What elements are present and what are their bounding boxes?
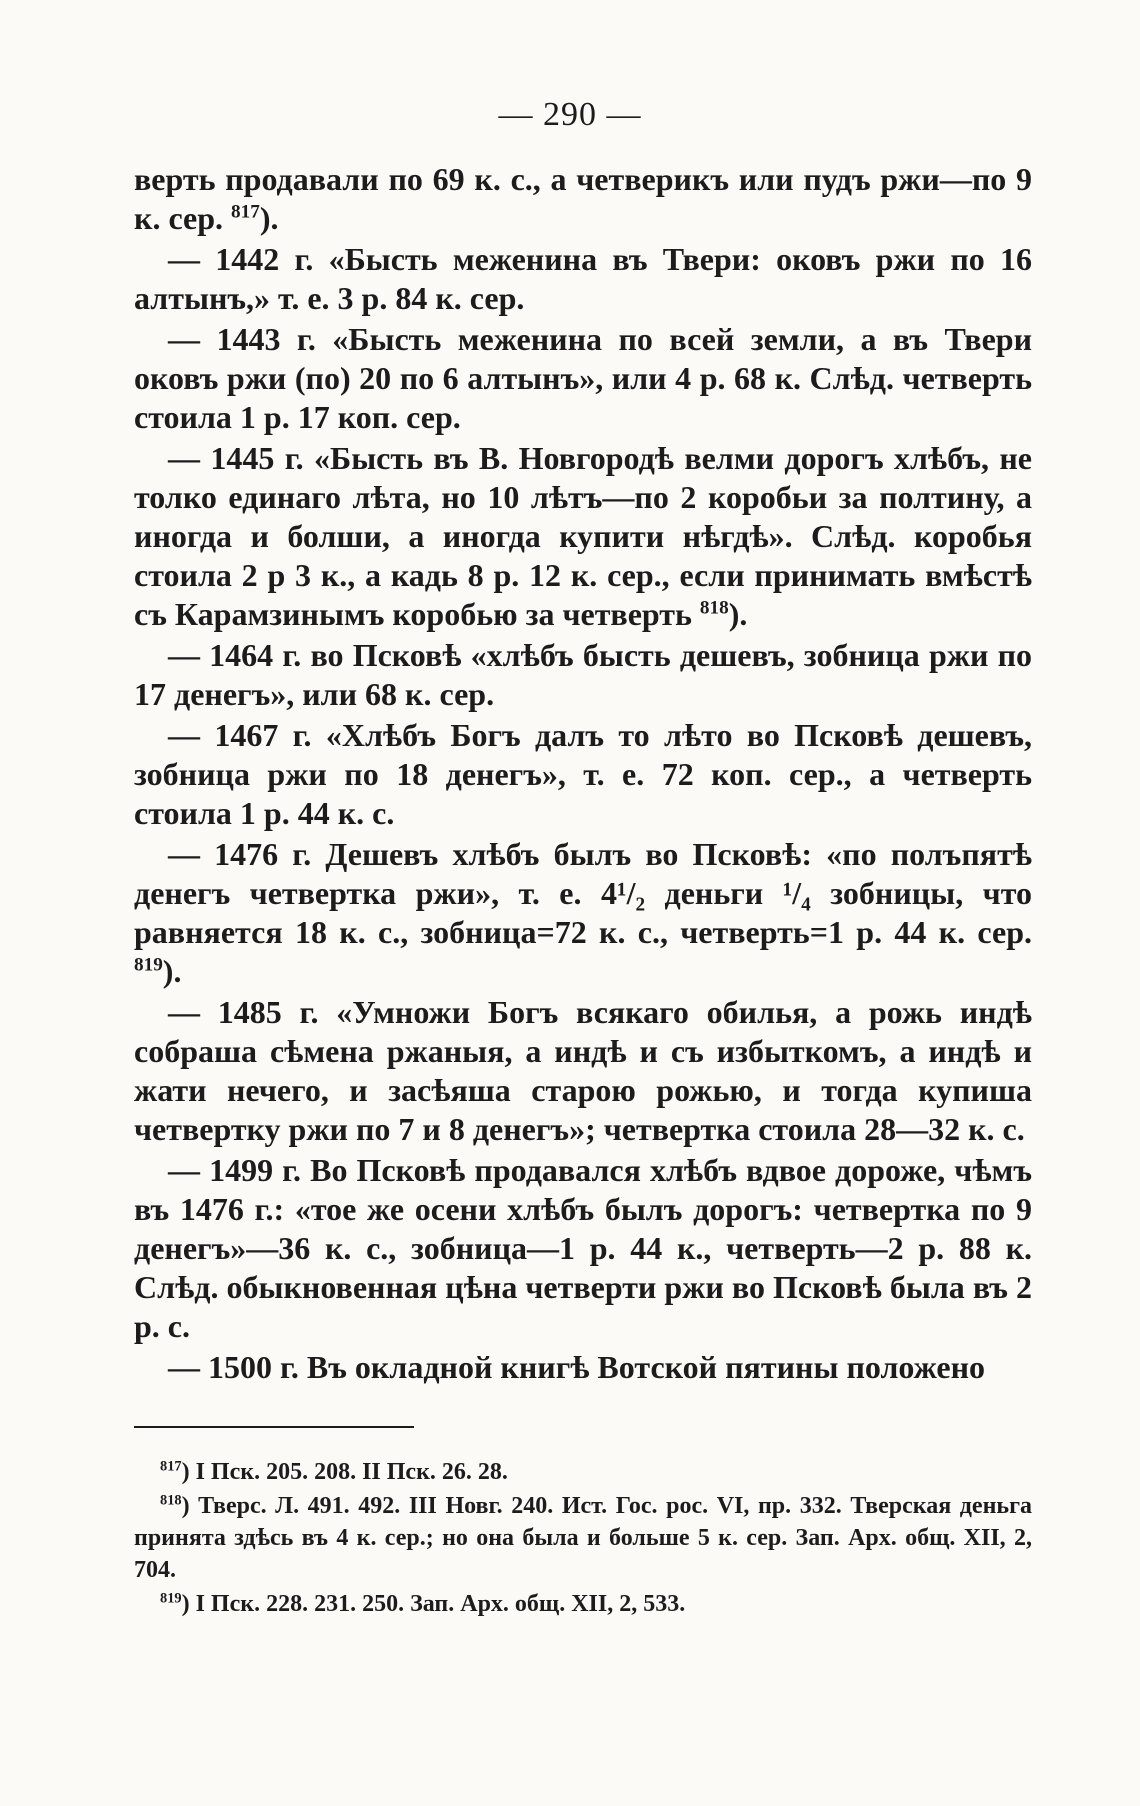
footnotes	[134, 1456, 1032, 1622]
paragraph	[134, 835, 1032, 991]
paragraph-text: — 1467 г. «Хлѣбъ Богъ далъ то лѣто во Псковѣ дешевъ, зобница ржи по 18 денегъ», т. е. 72 коп. сер., а четверть стоила 1 р. 44 к. с.	[134, 717, 1032, 831]
paragraph-text: — 1464 г. во Псковѣ «хлѣбъ бысть дешевъ, зобница ржи по 17 денегъ», или 68 к. сер.	[134, 637, 1032, 712]
paragraph	[134, 160, 1032, 238]
footnote	[134, 1588, 1032, 1620]
footnote-mark: 817	[160, 1458, 182, 1475]
paragraph	[134, 1151, 1032, 1346]
footnote-text: ) I Пск. 205. 208. II Пск. 26. 28.	[181, 1459, 508, 1485]
paragraph-text: — 1499 г. Во Псковѣ продавался хлѣбъ вдвое дороже, чѣмъ въ 1476 г.: «тое же осени хлѣбъ былъ дорогъ: четвертка по 9 денегъ»—36 к. с., зобница—1 р. 44 к., четверть—2 р. 88 к. Слѣд. обыкновенная цѣна четверти ржи во Псковѣ была въ 2 р. с.	[134, 1152, 1032, 1344]
paragraph-text: — 1442 г. «Бысть меженина въ Твери: оковъ ржи по 16 алтынъ,» т. е. 3 р. 84 к. сер.	[134, 241, 1032, 316]
paragraph	[134, 240, 1032, 318]
page-number: — 290 —	[498, 96, 642, 133]
paragraph-text: — 1485 г. «Умножи Богъ всякаго обилья, а рожь индѣ собраша сѣмена ржаныя, а индѣ и съ избыткомъ, а индѣ и жати нечего, и засѣяша старою рожью, и тогда купиша четвертку ржи по 7 и 8 денегъ»; четвертка стоила 28—32 к. с.	[134, 994, 1032, 1147]
paragraph-text: — 1443 г. «Бысть меженина по всей земли, а въ Твери оковъ ржи (по) 20 по 6 алтынъ», или 4 р. 68 к. Слѣд. четверть стоила 1 р. 17 коп. сер.	[134, 321, 1032, 435]
paragraph	[134, 716, 1032, 833]
paragraph	[134, 1348, 1032, 1387]
paragraph	[134, 993, 1032, 1149]
footnote-reference: 818	[699, 597, 729, 619]
paragraph-text: — 1476 г. Дешевъ хлѣбъ былъ во Псковѣ: «по полъпятѣ денегъ четвертка ржи», т. е. 4¹/₂ деньги ¹/₄ зобницы, что равняется 18 к. с., зобница=72 к. с., четверть=1 р. 44 к. сер.	[134, 836, 1032, 950]
paragraph	[134, 439, 1032, 634]
footnote	[134, 1490, 1032, 1586]
paragraph-text: — 1445 г. «Бысть въ В. Новгородѣ велми дорогъ хлѣбъ, не толко единаго лѣта, но 10 лѣтъ—по 2 коробьи за полтину, а иногда и болши, а иногда купити нѣгдѣ». Слѣд. коробья стоила 2 р 3 к., а кадь 8 р. 12 к. сер., если принимать вмѣстѣ съ Карамзинымъ коробью за четверть	[134, 440, 1032, 632]
paragraph-tail: ).	[728, 596, 748, 632]
footnote-mark: 819	[160, 1590, 182, 1607]
footnote-text: ) I Пск. 228. 231. 250. Зап. Арх. общ. XII, 2, 533.	[181, 1591, 686, 1617]
paragraph-text: — 1500 г. Въ окладной книгѣ Вотской пятины положено	[168, 1349, 986, 1385]
paragraph	[134, 320, 1032, 437]
paragraph	[134, 636, 1032, 714]
footnote-divider	[134, 1426, 414, 1428]
paragraph-tail: ).	[162, 953, 182, 989]
footnote-reference: 819	[134, 954, 163, 976]
footnote-text: ) Тверс. Л. 491. 492. III Новг. 240. Ист. Гос. рос. VI, пр. 332. Тверская деньга принята здѣсь въ 4 к. сер.; но она была и больше 5 к. сер. Зап. Арх. общ. XII, 2, 704.	[134, 1493, 1032, 1583]
paragraph-tail: ).	[259, 200, 279, 236]
paragraph-text: верть продавали по 69 к. с., а четверикъ или пудъ ржи—по 9 к. сер.	[134, 161, 1032, 236]
footnote-reference: 817	[231, 201, 260, 223]
body-text	[134, 160, 1032, 1389]
footnote-mark: 818	[160, 1492, 182, 1509]
footnote	[134, 1456, 1032, 1488]
